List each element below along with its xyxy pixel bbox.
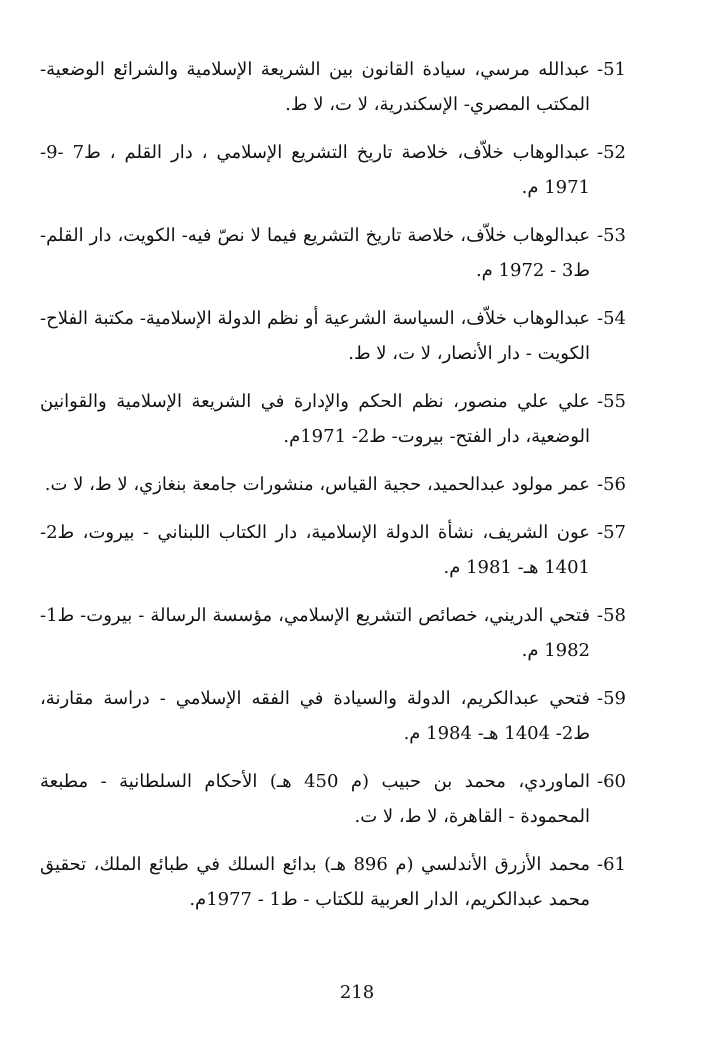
entry-text: عمر مولود عبدالحميد، حجية القياس، منشورات جامعة بنغازي، لا ط، لا ت. xyxy=(44,474,590,495)
entry-text: محمد الأزرق الأندلسي (م 896 هـ) بدائع السلك في طبائع الملك، تحقيق محمد عبدالكريم، الدار العربية للكتاب - ط1 - 1977م. xyxy=(40,854,590,910)
entry-number: 57- xyxy=(597,522,626,543)
entry-text: عبدالوهاب خلاّف، خلاصة تاريخ التشريع الإسلامي ، دار القلم ، ط7 -9- 1971 م. xyxy=(40,142,590,198)
bibliography-entry-53 xyxy=(40,218,626,288)
page-number: 218 xyxy=(339,982,375,1003)
bibliography-list xyxy=(40,52,626,930)
bibliography-entry-51 xyxy=(40,52,626,122)
bibliography-entry-61 xyxy=(40,847,626,917)
entry-text: الماوردي، محمد بن حبيب (م 450 هـ) الأحكام السلطانية - مطبعة المحمودة - القاهرة، لا ط، لا ت. xyxy=(40,771,590,827)
bibliography-entry-56 xyxy=(40,467,626,502)
entry-number: 51- xyxy=(597,59,626,80)
entry-number: 61- xyxy=(597,854,626,875)
entry-number: 59- xyxy=(597,688,626,709)
entry-text: عبدالله مرسي، سيادة القانون بين الشريعة الإسلامية والشرائع الوضعية- المكتب المصري- الإسكندرية، لا ت، لا ط. xyxy=(40,59,590,115)
entry-number: 53- xyxy=(597,225,626,246)
entry-text: عبدالوهاب خلاّف، خلاصة تاريخ التشريع فيما لا نصّ فيه- الكويت، دار القلم- ط3 - 1972 م. xyxy=(40,225,590,281)
entry-number: 58- xyxy=(597,605,626,626)
bibliography-entry-54 xyxy=(40,301,626,371)
bibliography-entry-58 xyxy=(40,598,626,668)
entry-number: 56- xyxy=(597,474,626,495)
entry-number: 60- xyxy=(597,771,626,792)
entry-number: 52- xyxy=(597,142,626,163)
bibliography-entry-55 xyxy=(40,384,626,454)
entry-text: فتحي عبدالكريم، الدولة والسيادة في الفقه الإسلامي - دراسة مقارنة، ط2- 1404 هـ- 1984 م. xyxy=(40,688,590,744)
bibliography-entry-52 xyxy=(40,135,626,205)
bibliography-entry-59 xyxy=(40,681,626,751)
entry-number: 55- xyxy=(597,391,626,412)
entry-text: عبدالوهاب خلاّف، السياسة الشرعية أو نظم الدولة الإسلامية- مكتبة الفلاح- الكويت - دار الأنصار، لا ت، لا ط. xyxy=(40,308,590,364)
bibliography-entry-60 xyxy=(40,764,626,834)
entry-text: فتحي الدريني، خصائص التشريع الإسلامي، مؤسسة الرسالة - بيروت- ط1- 1982 م. xyxy=(40,605,590,661)
entry-text: علي علي منصور، نظم الحكم والإدارة في الشريعة الإسلامية والقوانين الوضعية، دار الفتح- بيروت- ط2- 1971م. xyxy=(40,391,590,447)
bibliography-entry-57 xyxy=(40,515,626,585)
entry-number: 54- xyxy=(597,308,626,329)
entry-text: عون الشريف، نشأة الدولة الإسلامية، دار الكتاب اللبناني - بيروت، ط2- 1401 هـ- 1981 م. xyxy=(40,522,590,578)
